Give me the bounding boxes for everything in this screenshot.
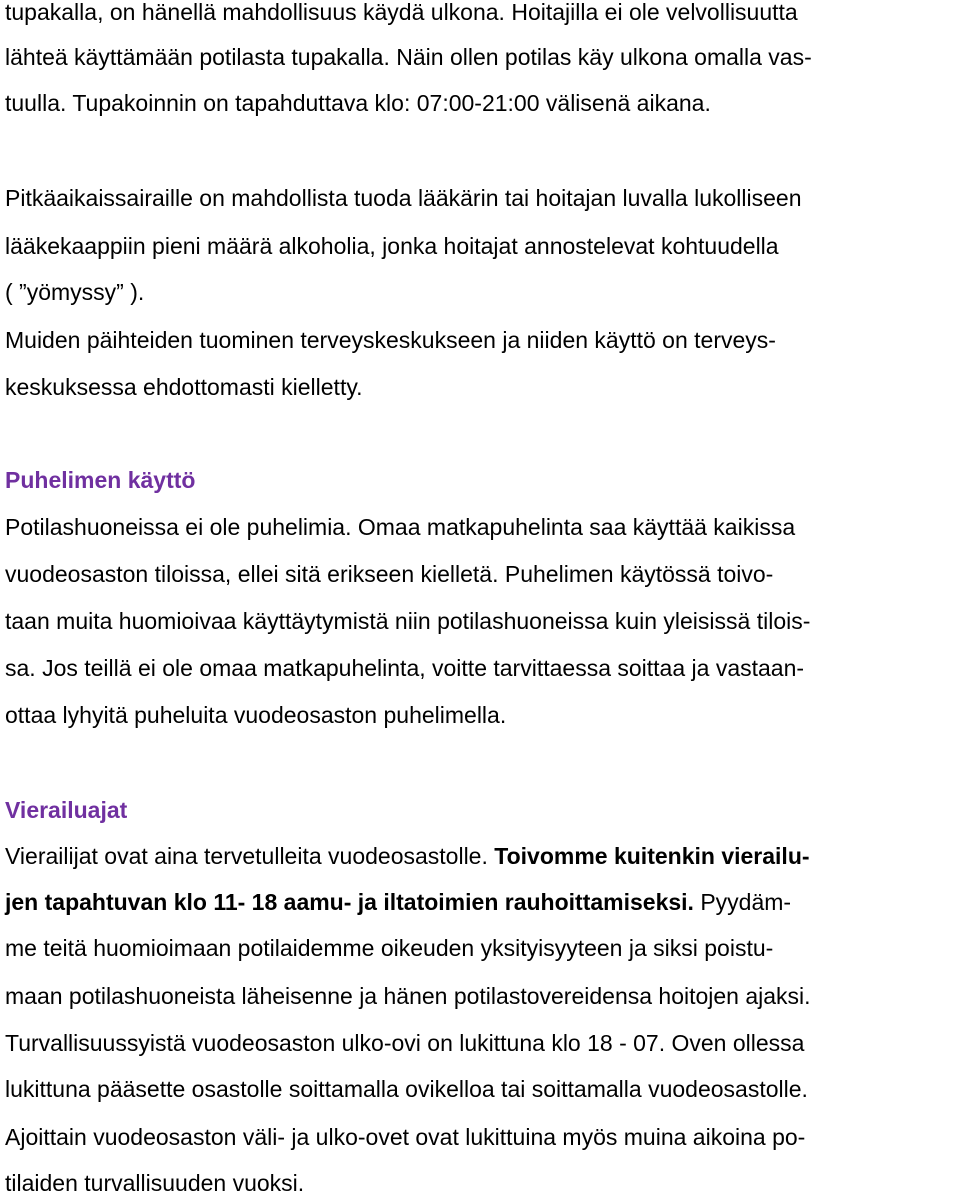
alcohol-line-1: Pitkäaikaissairaille on mahdollista tuoda lääkärin tai hoitajan luvalla lukolliseen [5, 185, 802, 211]
visiting-line-8: tilaiden turvallisuuden vuoksi. [5, 1170, 305, 1196]
visiting-line-2-emphasis: jen tapahtuvan klo 11- 18 aamu- ja iltatoimien rauhoittamiseksi. [5, 889, 694, 915]
smoking-line-2: lähteä käyttämään potilasta tupakalla. Näin ollen potilas käy ulkona omalla vas- [5, 44, 812, 70]
visiting-line-3: me teitä huomioimaan potilaidemme oikeuden yksityisyyteen ja siksi poistu- [5, 935, 774, 961]
smoking-line-3: tuulla. Tupakoinnin on tapahduttava klo: 07:00-21:00 välisenä aikana. [5, 90, 711, 116]
phone-line-3: taan muita huomioivaa käyttäytymistä niin potilashuoneissa kuin yleisissä tilois- [5, 608, 811, 634]
visiting-line-4: maan potilashuoneista läheisenne ja hänen potilastovereidensa hoitojen ajaksi. [5, 983, 811, 1009]
smoking-line-1: tupakalla, on hänellä mahdollisuus käydä ulkona. Hoitajilla ei ole velvollisuutta [5, 0, 798, 25]
alcohol-line-3: ( ”yömyssy” ). [5, 279, 145, 305]
phone-heading: Puhelimen käyttö [5, 467, 196, 493]
alcohol-line-2: lääkekaappiin pieni määrä alkoholia, jonka hoitajat annostelevat kohtuudella [5, 233, 779, 259]
visiting-line-1-text: Vierailijat ovat aina tervetulleita vuodeosastolle. [5, 843, 495, 869]
visiting-line-5: Turvallisuussyistä vuodeosaston ulko-ovi on lukittuna klo 18 - 07. Oven ollessa [5, 1030, 805, 1056]
phone-line-2: vuodeosaston tiloissa, ellei sitä erikseen kielletä. Puhelimen käytössä toivo- [5, 561, 774, 587]
visiting-heading: Vierailuajat [5, 797, 128, 823]
intoxicants-line-1: Muiden päihteiden tuominen terveyskeskukseen ja niiden käyttö on terveys- [5, 327, 776, 353]
phone-line-1: Potilashuoneissa ei ole puhelimia. Omaa matkapuhelinta saa käyttää kaikissa [5, 514, 796, 540]
phone-line-5: ottaa lyhyitä puheluita vuodeosaston puhelimella. [5, 702, 507, 728]
phone-line-4: sa. Jos teillä ei ole omaa matkapuhelinta, voitte tarvittaessa soittaa ja vastaan- [5, 655, 805, 681]
visiting-line-1 [5, 841, 810, 871]
visiting-line-7: Ajoittain vuodeosaston väli- ja ulko-ovet ovat lukittuina myös muina aikoina po- [5, 1124, 806, 1150]
intoxicants-line-2: keskuksessa ehdottomasti kielletty. [5, 374, 363, 400]
visiting-line-2 [5, 887, 791, 917]
visiting-line-1-emphasis: Toivomme kuitenkin vierailu- [494, 843, 810, 869]
visiting-line-2-text: Pyydäm- [693, 889, 792, 915]
visiting-line-6: lukittuna pääsette osastolle soittamalla ovikelloa tai soittamalla vuodeosastolle. [5, 1076, 808, 1102]
